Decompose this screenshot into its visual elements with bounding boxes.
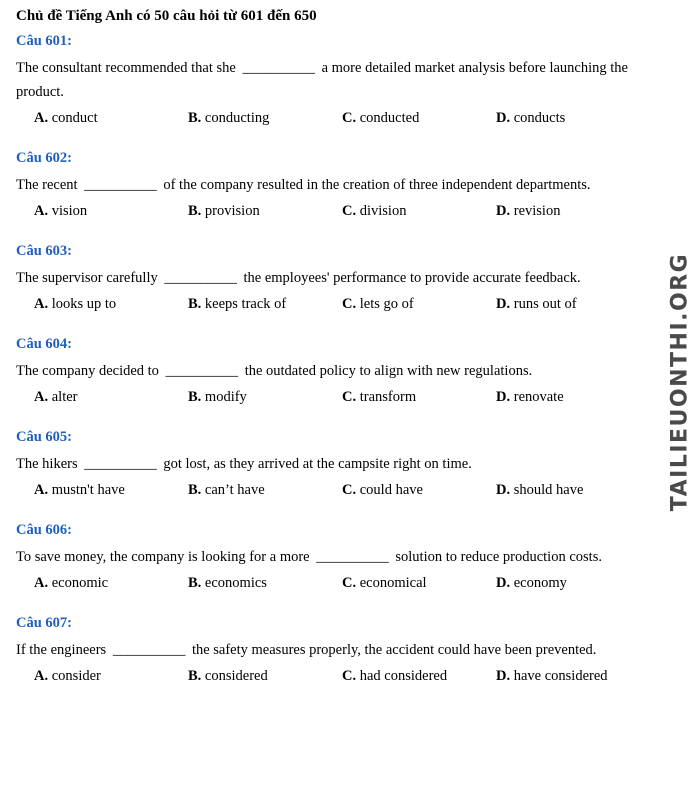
answer-options [16,292,652,316]
option-b [188,664,342,688]
question-606 [16,520,652,595]
option-letter: B. [188,668,202,684]
option-b [188,199,342,223]
option-a [34,664,188,688]
answer-blank: __________ [316,549,389,565]
question-text [16,545,652,569]
option-text: can’t have [204,482,265,498]
question-label: Câu 603: [16,243,72,259]
question-text-before: To save money, the company is looking for a more [16,549,310,565]
option-text: economical [359,575,427,591]
option-text: mustn't have [51,482,125,498]
answer-options [16,106,652,130]
option-d [496,571,650,595]
option-letter: B. [188,203,202,219]
option-b [188,385,342,409]
option-c [342,664,496,688]
option-a [34,106,188,130]
option-letter: B. [188,296,202,312]
answer-blank: __________ [112,642,186,658]
option-letter: D. [496,668,511,684]
option-letter: D. [496,203,511,219]
option-text: conducts [513,110,566,126]
option-c [342,478,496,502]
document-title: Chủ đề Tiếng Anh có 50 câu hỏi từ 601 đến 650 [16,8,317,24]
option-text: have considered [513,668,608,684]
option-text: vision [51,203,88,219]
question-text-before: The recent [16,177,78,193]
document-page [16,6,652,706]
option-letter: A. [34,668,49,684]
option-b [188,106,342,130]
option-d [496,478,650,502]
question-603 [16,241,652,316]
option-letter: C. [342,110,357,126]
question-text [16,638,652,662]
option-a [34,199,188,223]
question-601 [16,31,652,130]
question-label: Câu 604: [16,336,72,352]
option-letter: C. [342,389,357,405]
option-letter: A. [34,110,49,126]
option-b [188,478,342,502]
answer-blank: __________ [165,363,239,379]
option-text: had considered [359,668,448,684]
answer-options [16,478,652,502]
option-b [188,571,342,595]
question-text [16,266,652,290]
option-letter: D. [496,575,511,591]
question-605 [16,427,652,502]
option-text: runs out of [513,296,577,312]
question-text [16,359,652,383]
question-text [16,173,652,197]
option-a [34,292,188,316]
option-text: consider [51,668,101,684]
option-text: transform [359,389,417,405]
question-text-after: got lost, as they arrived at the campsite right on time. [163,456,472,472]
option-text: economic [51,575,109,591]
question-text [16,452,652,476]
option-text: conducted [359,110,420,126]
question-label: Câu 602: [16,150,72,166]
question-text-before: The consultant recommended that she [16,60,236,76]
option-letter: A. [34,296,49,312]
option-letter: C. [342,575,357,591]
question-607 [16,613,652,688]
option-c [342,385,496,409]
option-letter: B. [188,389,202,405]
option-d [496,385,650,409]
question-text-after: a more detailed market analysis before launching the product. [16,60,628,100]
question-text-after: solution to reduce production costs. [395,549,602,565]
option-text: looks up to [51,296,117,312]
question-text [16,56,652,104]
option-letter: D. [496,110,511,126]
option-text: should have [513,482,584,498]
option-text: modify [204,389,247,405]
option-letter: B. [188,482,202,498]
answer-options [16,664,652,688]
option-text: economy [513,575,567,591]
option-letter: A. [34,203,49,219]
option-text: lets go of [359,296,414,312]
option-text: considered [204,668,268,684]
option-letter: C. [342,203,357,219]
option-letter: A. [34,575,49,591]
option-b [188,292,342,316]
option-text: conducting [204,110,270,126]
option-a [34,478,188,502]
option-c [342,106,496,130]
question-text-after: the employees' performance to provide accurate feedback. [243,270,581,286]
option-letter: C. [342,296,357,312]
option-a [34,385,188,409]
option-text: renovate [513,389,564,405]
answer-options [16,385,652,409]
option-text: alter [51,389,78,405]
question-602 [16,148,652,223]
question-label: Câu 606: [16,522,72,538]
option-d [496,664,650,688]
option-letter: B. [188,110,202,126]
question-text-before: The supervisor carefully [16,270,158,286]
answer-blank: __________ [84,177,157,193]
site-watermark: TAILIEUONTHI.ORG [667,252,693,512]
question-text-before: The company decided to [16,363,159,379]
option-c [342,571,496,595]
option-letter: B. [188,575,202,591]
option-c [342,292,496,316]
option-c [342,199,496,223]
answer-options [16,571,652,595]
question-text-after: the safety measures properly, the accident could have been prevented. [191,642,597,658]
option-text: keeps track of [204,296,287,312]
answer-blank: __________ [242,60,315,76]
answer-blank: __________ [164,270,237,286]
question-label: Câu 607: [16,615,72,631]
option-letter: A. [34,482,49,498]
option-text: economics [204,575,267,591]
question-label: Câu 605: [16,429,72,445]
option-letter: A. [34,389,49,405]
option-text: conduct [51,110,98,126]
question-text-after: of the company resulted in the creation of three independent departments. [163,177,591,193]
option-d [496,199,650,223]
option-letter: D. [496,482,511,498]
option-a [34,571,188,595]
option-text: revision [513,203,561,219]
question-604 [16,334,652,409]
question-text-before: The hikers [16,456,78,472]
option-letter: D. [496,389,511,405]
question-text-after: the outdated policy to align with new regulations. [244,363,533,379]
question-label: Câu 601: [16,33,72,49]
option-text: division [359,203,407,219]
answer-blank: __________ [84,456,157,472]
option-text: could have [359,482,423,498]
option-letter: C. [342,482,357,498]
option-d [496,292,650,316]
option-letter: D. [496,296,511,312]
option-text: provision [204,203,260,219]
option-letter: C. [342,668,357,684]
answer-options [16,199,652,223]
question-text-before: If the engineers [16,642,107,658]
option-d [496,106,650,130]
